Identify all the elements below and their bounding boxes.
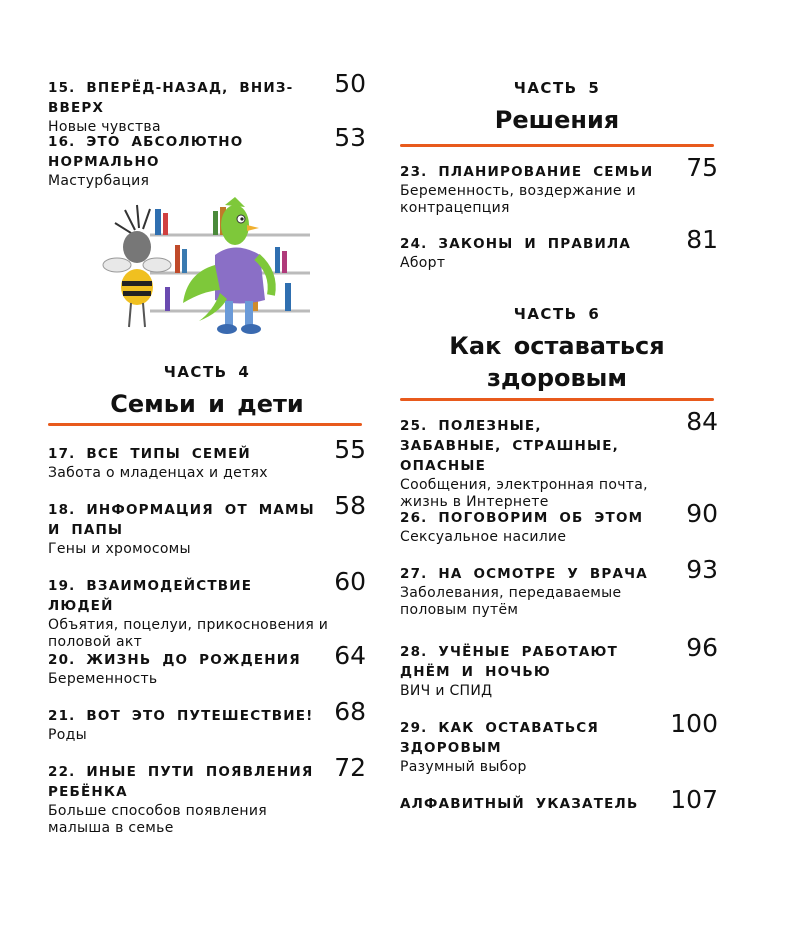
entry-title: 16. ЭТО АБСОЛЮТНО НОРМАЛЬНО — [48, 134, 244, 170]
toc-entry-19[interactable] — [48, 567, 366, 651]
toc-entry-25[interactable] — [400, 407, 718, 511]
toc-entry-18[interactable] — [48, 491, 366, 558]
entry-title: 20. ЖИЗНЬ ДО РОЖДЕНИЯ — [48, 652, 301, 668]
toc-entry-21[interactable] — [48, 697, 366, 744]
part-label: ЧАСТЬ 5 — [513, 79, 601, 97]
entry-subtitle: Аборт — [400, 255, 446, 271]
entry-page: 58 — [334, 491, 366, 520]
illustration-bird-and-bee — [95, 195, 310, 340]
section-divider — [400, 398, 714, 401]
part-label: ЧАСТЬ 4 — [163, 363, 251, 381]
toc-entry-27[interactable] — [400, 555, 718, 619]
entry-page: 90 — [686, 499, 718, 528]
section-divider — [400, 144, 714, 147]
entry-page: 60 — [334, 567, 366, 596]
entry-page: 72 — [334, 753, 366, 782]
entry-page: 96 — [686, 633, 718, 662]
entry-subtitle: Роды — [48, 727, 87, 743]
entry-title: 17. ВСЕ ТИПЫ СЕМЕЙ — [48, 446, 251, 462]
entry-title: 29. КАК ОСТАВАТЬСЯ ЗДОРОВЫМ — [400, 720, 600, 756]
entry-page: 53 — [334, 123, 366, 152]
entry-title: 26. ПОГОВОРИМ ОБ ЭТОМ — [400, 510, 644, 526]
entry-page: 100 — [670, 709, 718, 738]
part-title: Как оставаться здоровым — [449, 332, 665, 392]
toc-entry-28[interactable] — [400, 633, 718, 700]
part-title: Решения — [494, 106, 620, 134]
entry-title: 24. ЗАКОНЫ И ПРАВИЛА — [400, 236, 632, 252]
entry-subtitle: Мастурбация — [48, 173, 150, 189]
part-5-header — [400, 78, 714, 136]
entry-title: 18. ИНФОРМАЦИЯ ОТ МАМЫ И ПАПЫ — [48, 502, 315, 538]
toc-entry-29[interactable] — [400, 709, 718, 776]
section-divider — [48, 423, 362, 426]
entry-subtitle: Гены и хромосомы — [48, 541, 191, 557]
entry-title: 27. НА ОСМОТРЕ У ВРАЧА — [400, 566, 648, 582]
entry-subtitle: Беременность, воздержание и контрацепция — [400, 183, 636, 216]
entry-page: 75 — [686, 153, 718, 182]
toc-entry-24[interactable] — [400, 225, 718, 272]
entry-subtitle: Объятия, поцелуи, прикосновения и половой акт — [48, 617, 329, 650]
part-title: Семьи и дети — [110, 390, 304, 418]
entry-page: 64 — [334, 641, 366, 670]
entry-title: 23. ПЛАНИРОВАНИЕ СЕМЬИ — [400, 164, 654, 180]
toc-entry-20[interactable] — [48, 641, 366, 688]
toc-entry-26[interactable] — [400, 499, 718, 546]
entry-title: 22. ИНЫЕ ПУТИ ПОЯВЛЕНИЯ РЕБЁНКА — [48, 764, 314, 800]
entry-page: 68 — [334, 697, 366, 726]
toc-entry-index[interactable] — [400, 785, 718, 814]
entry-title: 28. УЧЁНЫЕ РАБОТАЮТ ДНЁМ И НОЧЬЮ — [400, 644, 618, 680]
toc-entry-22[interactable] — [48, 753, 366, 837]
entry-title: АЛФАВИТНЫЙ УКАЗАТЕЛЬ — [400, 796, 639, 812]
entry-page: 50 — [334, 69, 366, 98]
entry-page: 107 — [670, 785, 718, 814]
entry-title: 25. ПОЛЕЗНЫЕ, ЗАБАВНЫЕ, СТРАШНЫЕ, ОПАСНЫЕ — [400, 418, 619, 474]
entry-page: 93 — [686, 555, 718, 584]
toc-entry-23[interactable] — [400, 153, 718, 217]
entry-title: 21. ВОТ ЭТО ПУТЕШЕСТВИЕ! — [48, 708, 314, 724]
entry-subtitle: Разумный выбор — [400, 759, 527, 775]
entry-subtitle: Больше способов появления малыша в семье — [48, 803, 267, 836]
entry-subtitle: Забота о младенцах и детях — [48, 465, 268, 481]
entry-page: 55 — [334, 435, 366, 464]
entry-subtitle: Новые чувства — [48, 119, 161, 135]
entry-subtitle: ВИЧ и СПИД — [400, 683, 493, 699]
toc-entry-17[interactable] — [48, 435, 366, 482]
part-label: ЧАСТЬ 6 — [513, 305, 601, 323]
entry-subtitle: Беременность — [48, 671, 158, 687]
entry-subtitle: Заболевания, передаваемые половым путём — [400, 585, 622, 618]
entry-page: 84 — [686, 407, 718, 436]
entry-subtitle: Сообщения, электронная почта, жизнь в Интернете — [400, 477, 648, 510]
part-4-header — [48, 362, 366, 420]
part-6-header — [400, 304, 714, 394]
entry-subtitle: Сексуальное насилие — [400, 529, 567, 545]
entry-page: 81 — [686, 225, 718, 254]
entry-title: 19. ВЗАИМОДЕЙСТВИЕ ЛЮДЕЙ — [48, 578, 253, 614]
entry-title: 15. ВПЕРЁД-НАЗАД, ВНИЗ-ВВЕРХ — [48, 80, 294, 116]
